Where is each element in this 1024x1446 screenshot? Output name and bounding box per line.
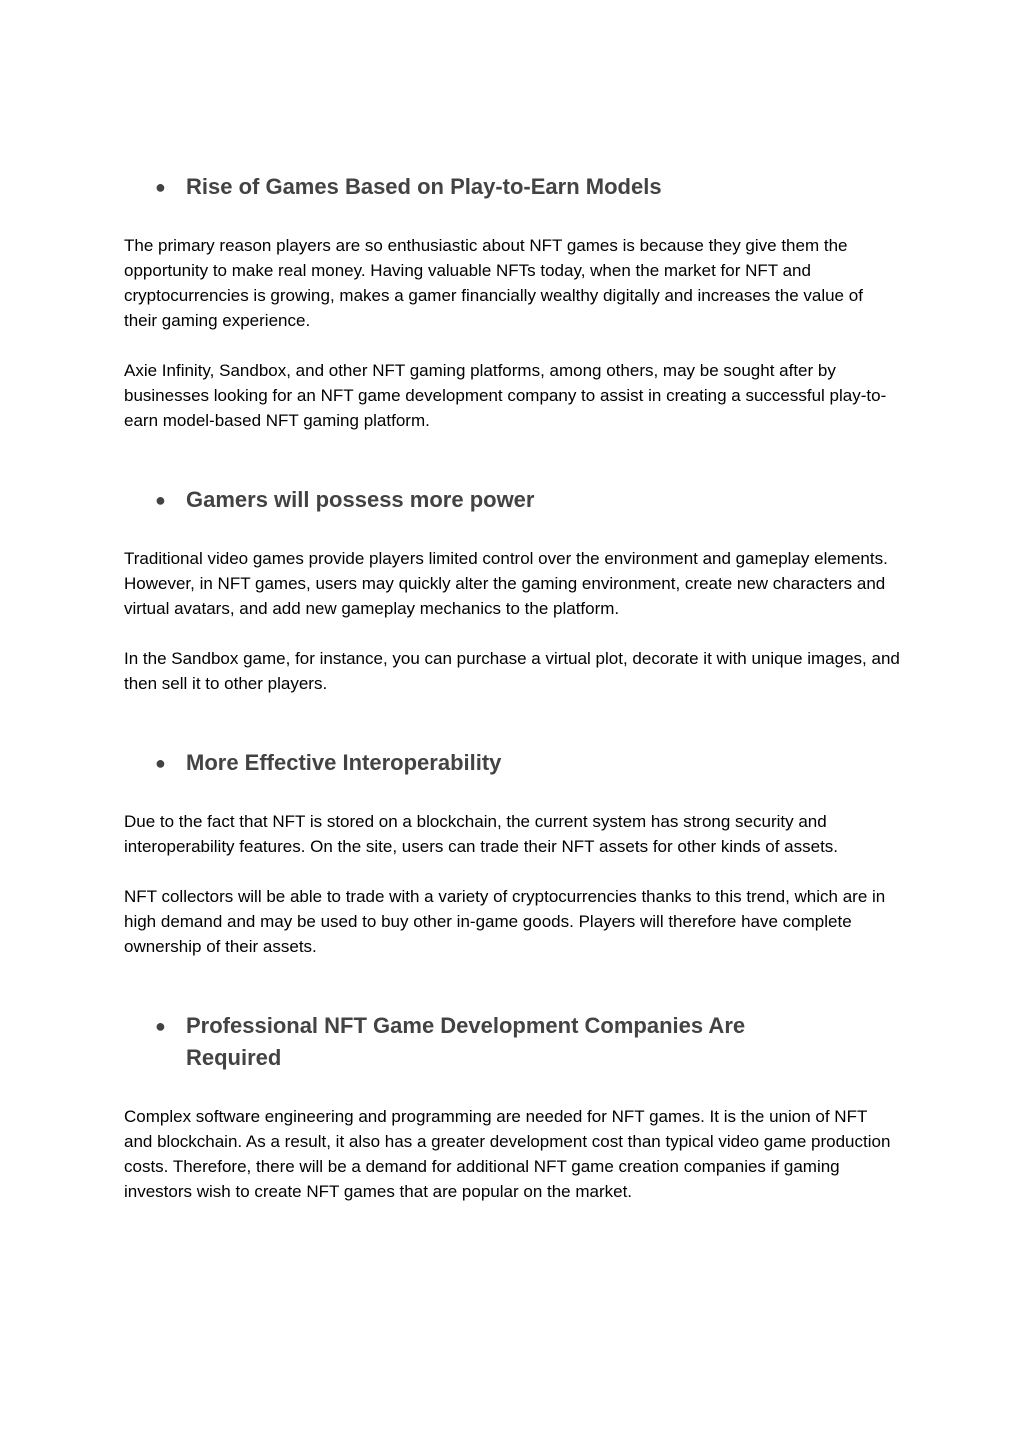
- paragraph: Due to the fact that NFT is stored on a blockchain, the current system has strong security and interoperability features. On the site, users can trade their NFT assets for other kinds of assets.: [124, 812, 839, 856]
- section-heading: [124, 171, 900, 203]
- section-dev-companies: [124, 1010, 900, 1204]
- paragraph: The primary reason players are so enthusiastic about NFT games is because they give them the opportunity to make real money. Having valuable NFTs today, when the market for NFT and cryptocurrencies is growing, makes a gamer financially wealthy digitally and increases the value of their gaming experience.: [124, 236, 863, 330]
- section-heading: [124, 484, 900, 516]
- heading-text: Professional NFT Game Development Companies Are Required: [186, 1013, 746, 1070]
- heading-text: Gamers will possess more power: [186, 487, 535, 512]
- paragraph: Traditional video games provide players limited control over the environment and gameplay elements. However, in NFT games, users may quickly alter the gaming environment, create new characters and virtual avatars, and add new gameplay mechanics to the platform.: [124, 549, 888, 618]
- section-interoperability: [124, 747, 900, 959]
- section-heading: [124, 747, 900, 779]
- paragraph: NFT collectors will be able to trade with a variety of cryptocurrencies thanks to this trend, which are in high demand and may be used to buy other in-game goods. Players will therefore have complete ownership of their assets.: [124, 887, 886, 956]
- bullet-icon: ●: [155, 490, 166, 510]
- section-play-to-earn: [124, 171, 900, 433]
- paragraph: Complex software engineering and programming are needed for NFT games. It is the union of NFT and blockchain. As a result, it also has a greater development cost than typical video game production costs. Therefore, there will be a demand for additional NFT game creation companies if gaming investors wish to create NFT games that are popular on the market.: [124, 1107, 891, 1201]
- section-heading: [124, 1010, 900, 1074]
- paragraph: In the Sandbox game, for instance, you can purchase a virtual plot, decorate it with unique images, and then sell it to other players.: [124, 649, 900, 693]
- bullet-icon: ●: [155, 177, 166, 197]
- bullet-icon: ●: [155, 753, 166, 773]
- section-gamers-power: [124, 484, 900, 696]
- heading-text: More Effective Interoperability: [186, 750, 502, 775]
- heading-text: Rise of Games Based on Play-to-Earn Models: [186, 174, 662, 199]
- bullet-icon: ●: [155, 1016, 166, 1036]
- paragraph: Axie Infinity, Sandbox, and other NFT gaming platforms, among others, may be sought after by businesses looking for an NFT game development company to assist in creating a successful play-to-earn model-based NFT gaming platform.: [124, 361, 887, 430]
